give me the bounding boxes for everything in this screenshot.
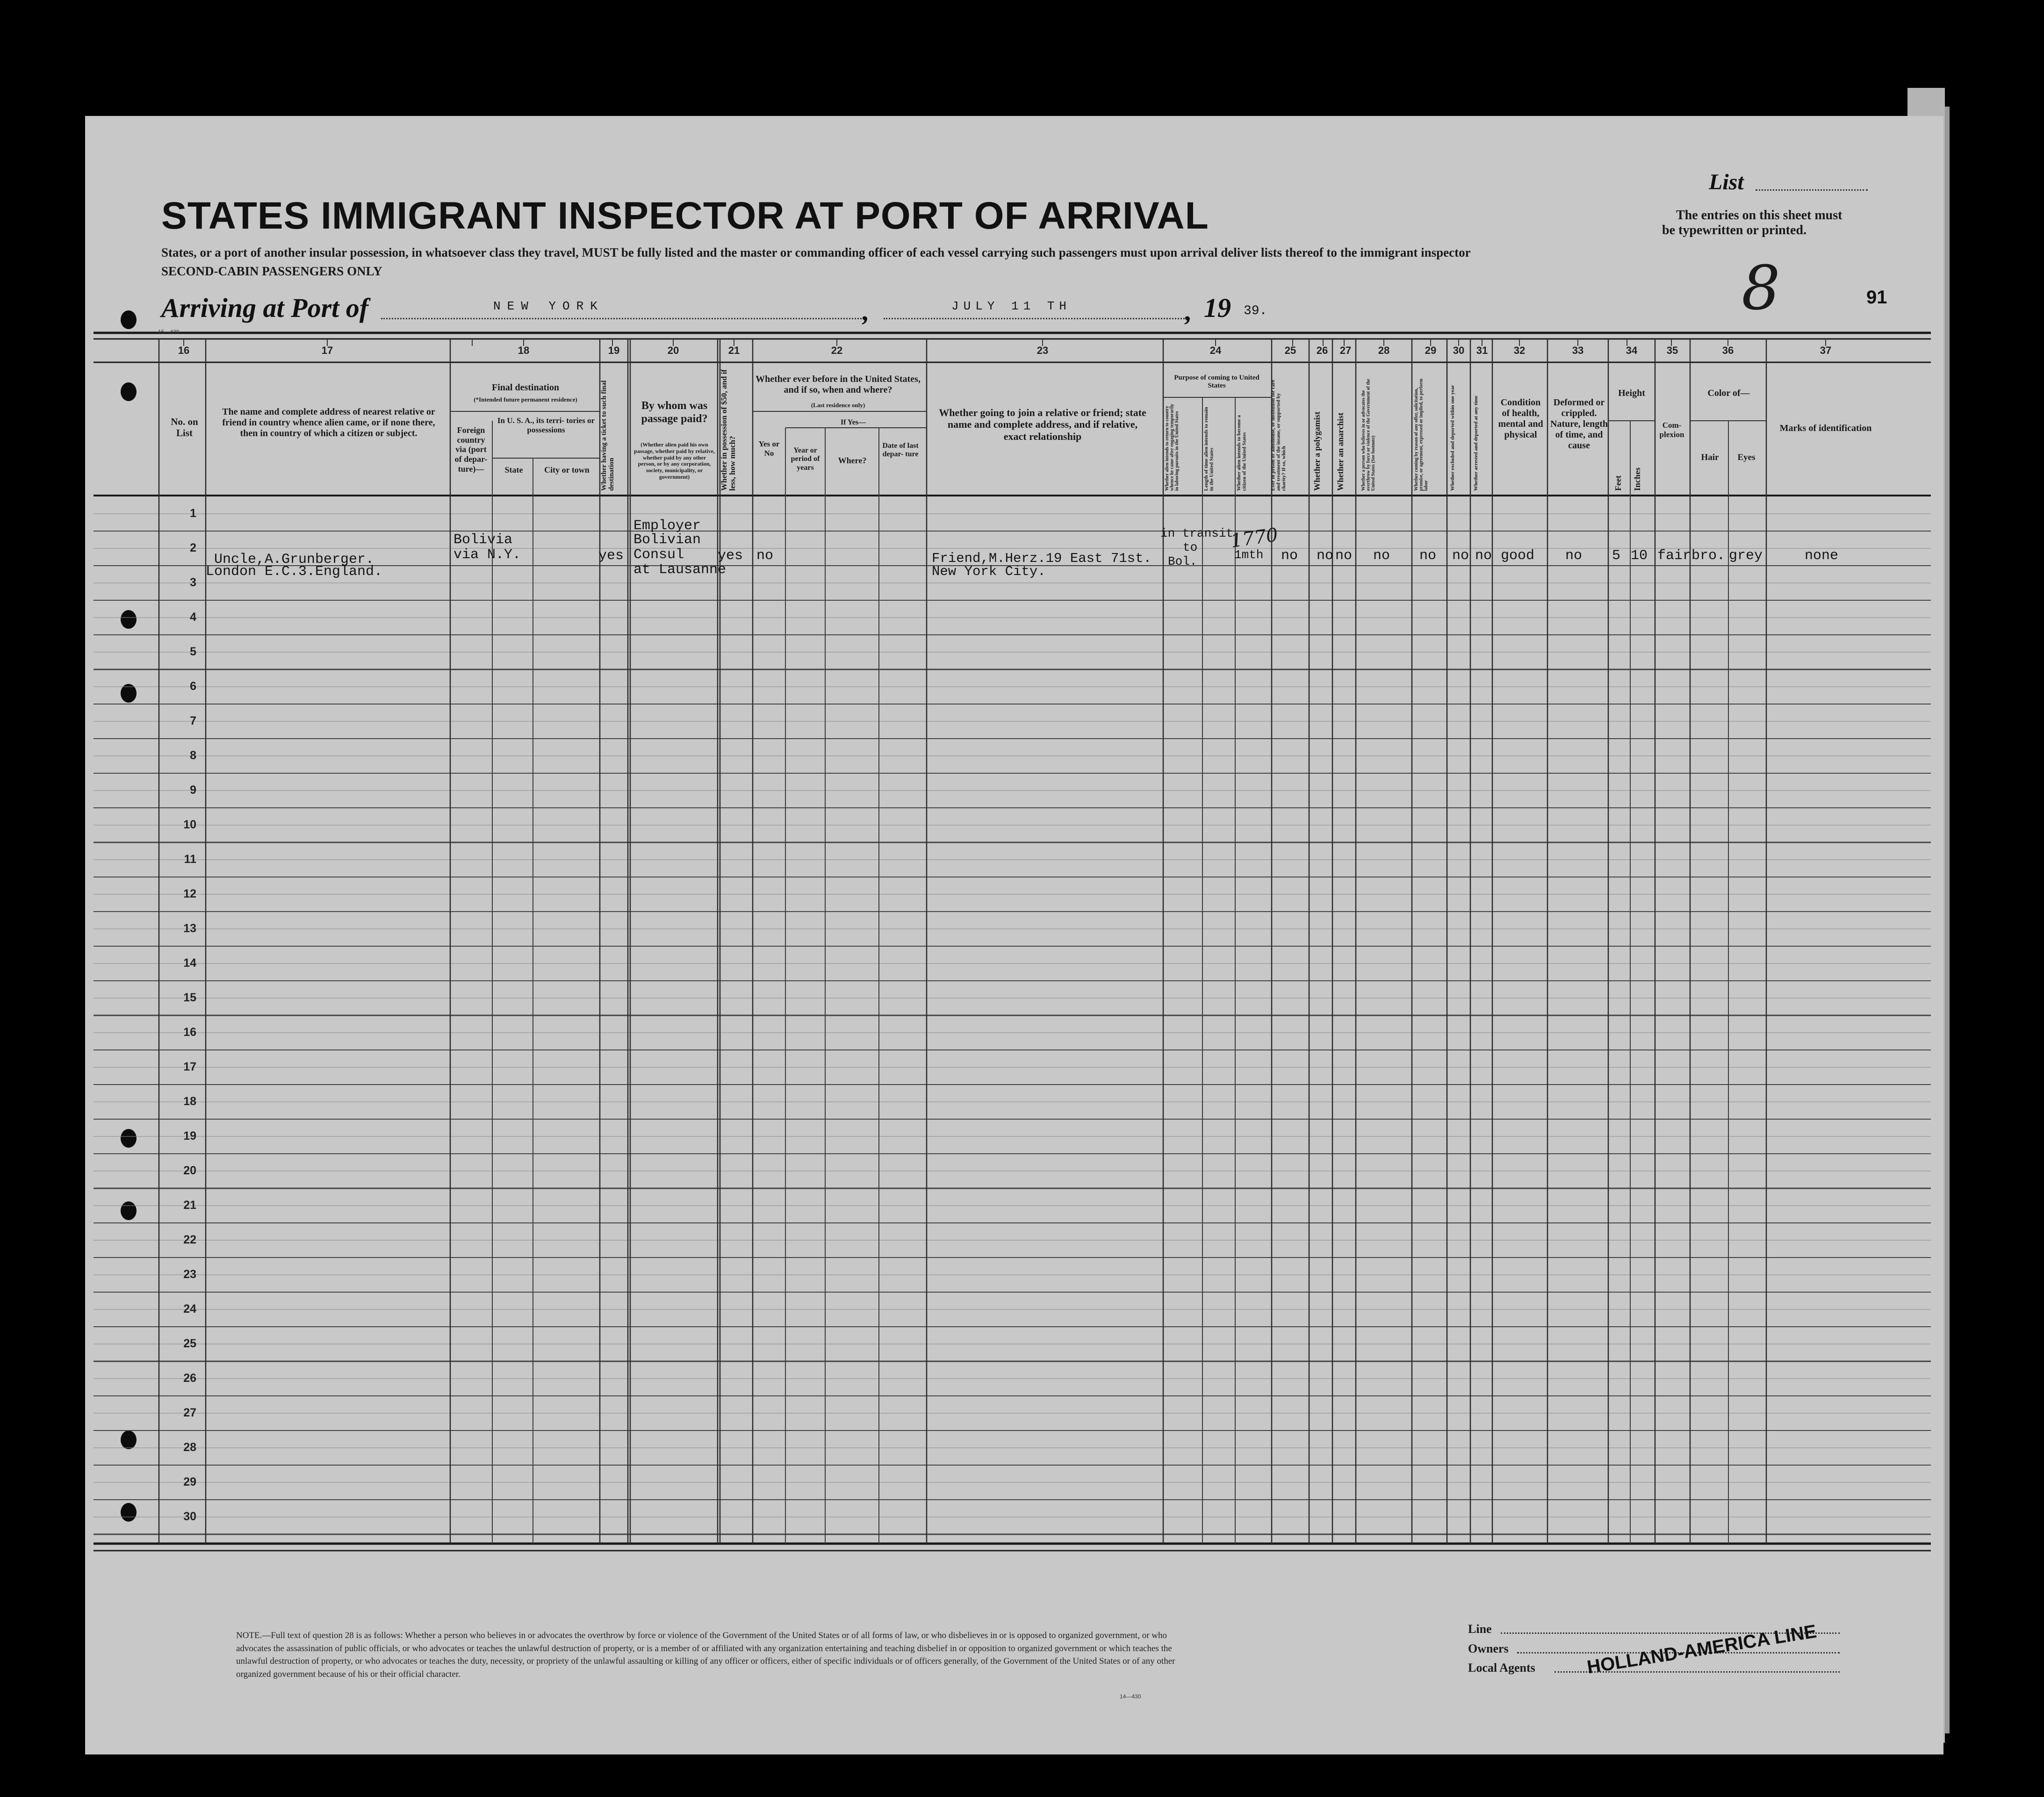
entry-overthrow: no	[1373, 548, 1390, 564]
page-number: 91	[1866, 287, 1887, 308]
col22-years: Year or period of years	[791, 446, 820, 472]
column-number: 18	[518, 345, 530, 356]
column-number: 28	[1378, 345, 1390, 356]
arrival-port-line	[381, 318, 867, 319]
row-number: 3	[190, 576, 196, 589]
entry-ticket: yes	[598, 548, 624, 564]
column-number: 19	[608, 345, 620, 356]
entry-foreign-country: Bolivia	[453, 532, 513, 548]
entry-deported: no	[1475, 548, 1492, 564]
entry-anarchist: no	[1335, 548, 1353, 564]
col36-eyes: Eyes	[1737, 453, 1756, 462]
arrival-year: 39.	[1244, 304, 1267, 318]
column-number: 27	[1339, 345, 1352, 356]
row-number: 1	[190, 507, 196, 520]
col34-feet: Feet	[1613, 475, 1623, 491]
entry-purpose: to	[1183, 540, 1198, 554]
form-subtitle: States, or a port of another insular possession, in whatsoever class they travel, MUST be fully listed and the master or commanding officer of each vessel carrying such passengers must upon arrival deliver lists thereof to the immigrant inspector	[161, 245, 1471, 259]
entry-paid-by: Bolivian	[633, 532, 701, 548]
col34-header: Height	[1618, 388, 1645, 398]
entry-eyes: grey	[1729, 548, 1763, 564]
row-number: 7	[190, 714, 196, 727]
column-number: 21	[728, 345, 740, 356]
form-code-bottom: 14—430	[1120, 1693, 1141, 1700]
row-number: 2	[190, 541, 196, 554]
line-label: Line	[1468, 1622, 1492, 1636]
entry-complexion: fair	[1657, 548, 1691, 564]
col34-inches: Inches	[1633, 467, 1642, 491]
col24-length: Length of time alien intends to remain in the United States	[1203, 407, 1215, 491]
agents-label: Local Agents	[1468, 1661, 1535, 1675]
entry-foreign-via: via N.Y.	[453, 547, 521, 563]
column-number: 26	[1316, 345, 1328, 356]
list-label-line	[1756, 189, 1868, 191]
col16-header: No. on List	[171, 416, 198, 439]
col36-header: Color of—	[1707, 388, 1750, 398]
row-number: 16	[183, 1026, 196, 1039]
row-number: 27	[183, 1406, 196, 1419]
col36-hair: Hair	[1701, 453, 1719, 462]
col22-date: Date of last depar- ture	[882, 442, 919, 459]
typewritten-note: The entries on this sheet must	[1676, 208, 1842, 223]
list-number-handwritten: 8	[1742, 252, 1780, 323]
column-number: 32	[1513, 345, 1526, 356]
column-number: 31	[1476, 345, 1488, 356]
row-number: 11	[184, 853, 196, 866]
col29-header: Whether coming by reason of any offer, solicitation, promise, or agreement, expressed or implied, to perform labor	[1414, 378, 1429, 491]
col24-return: Whether alien intends to return to country whence he came after engaging temporarily in laboring pursuits in the United States	[1165, 403, 1180, 491]
col18-usa: In U. S. A., its terri- tories or possessions	[497, 416, 595, 434]
entry-health: good	[1501, 548, 1535, 564]
row-number: 26	[183, 1372, 196, 1385]
column-number: 25	[1284, 345, 1296, 356]
row-number: 5	[190, 645, 196, 658]
footnote-q28: NOTE.—Full text of question 28 is as follows: Whether a person who believes in or advocates the overthrow by force or violence of the Government of the United States or of all forms of law, or who disbelieves in or is opposed to organized government, or who advocates the assassination of public officials, or who advocates or teaches the unlawful destruction of property, or is a member of or affiliated with any organization entertaining and teaching disbelief in or opposition to organized government or which teaches the unlawful destruction of property, or who advocates or teaches the duty, necessity, or propriety of the unlawful assaulting or killing of any officer or officers, either of specific individuals or of officers generally, of the Government of the United States or of any other organized government because of his or their official character.	[236, 1631, 1175, 1679]
column-number: 22	[831, 345, 843, 356]
row-number: 25	[183, 1337, 196, 1350]
entry-relative-address: London E.C.3.England.	[206, 564, 383, 580]
col31-header: Whether arrested and deported at any time	[1473, 395, 1479, 491]
col20-header: By whom was passage paid?	[641, 400, 708, 425]
row-number: 21	[183, 1199, 196, 1212]
row-number: 19	[183, 1129, 196, 1143]
column-number: 23	[1036, 345, 1049, 356]
entry-feet: 5	[1612, 548, 1621, 564]
row-number: 22	[183, 1233, 196, 1246]
form-title: STATES IMMIGRANT INSPECTOR AT PORT OF ARRIVAL	[161, 194, 1209, 237]
col28-header: Whether a person who believes in or advocates the overthrow by force or violence of the Government of the United States (See footnote)	[1361, 379, 1376, 491]
comma: ,	[863, 296, 870, 326]
typewritten-note-2: be typewritten or printed.	[1662, 223, 1806, 237]
col26-header: Whether a polygamist	[1312, 411, 1322, 491]
row-number: 4	[190, 611, 196, 624]
row-number: 23	[183, 1268, 196, 1281]
col19-header: Whether having a ticket to such final destination	[600, 380, 615, 491]
col24-citizen: Whether alien intends to become a citizen of the United States	[1236, 415, 1247, 491]
entry-joining: Friend,M.Herz.19 East 71st.	[932, 551, 1152, 566]
entry-joining-city: New York City.	[932, 564, 1046, 579]
column-number: 30	[1453, 345, 1465, 356]
form-code-top: 15—439	[158, 329, 180, 335]
column-number: 24	[1209, 345, 1222, 356]
col37-header: Marks of identification	[1779, 423, 1872, 433]
col18-header: Final destination	[492, 382, 559, 393]
list-label: List	[1709, 170, 1744, 194]
col35-header: Com- plexion	[1659, 421, 1684, 439]
column-number: 36	[1722, 345, 1734, 356]
row-number: 30	[183, 1510, 196, 1523]
row-number: 28	[183, 1441, 196, 1454]
row-number: 12	[183, 887, 196, 900]
entry-paid-by: at Lausanne	[633, 562, 727, 578]
row-number: 6	[190, 680, 196, 693]
entry-polygamist: no	[1317, 548, 1334, 564]
entry-marks: none	[1805, 548, 1839, 564]
col25-header: Ever in prison or almshouse, or institution for care and treatment of the insane, or supported by charity? If so, which	[1270, 380, 1287, 491]
row-number: 15	[183, 991, 196, 1004]
entry-purpose: Bol.	[1168, 554, 1197, 568]
arrival-port: NEW YORK	[493, 299, 604, 313]
col22-sub: (Last residence only)	[811, 402, 865, 409]
col23-header: Whether going to join a relative or friend; state name and complete address, and if relative, exact relationship	[939, 407, 1146, 442]
agents-stamp: HOLLAND-AMERICA LINE	[1585, 1621, 1818, 1678]
col22-ifyes: If Yes—	[840, 418, 866, 426]
entry-inches: 10	[1631, 548, 1648, 564]
row-number: 29	[183, 1475, 196, 1488]
comma: ,	[1185, 296, 1192, 326]
col22-header: Whether ever before in the United States, and if so, when and where?	[756, 374, 921, 395]
col30-header: Whether excluded and deported within one year	[1450, 385, 1455, 491]
row-number: 20	[183, 1164, 196, 1177]
row-number: 9	[190, 783, 196, 797]
row-number: 14	[183, 956, 196, 970]
arrival-date: JULY 11 TH	[951, 299, 1072, 313]
col32-header: Condition of health, mental and physical	[1498, 397, 1543, 440]
entry-ever-before: no	[756, 548, 774, 564]
column-number: 29	[1425, 345, 1437, 356]
col21-header: Whether in possession of $50, and if less, how much?	[720, 369, 737, 491]
col22-where: Where?	[838, 456, 867, 465]
col22-yesno: Yes or No	[758, 439, 780, 458]
column-number: 20	[667, 345, 679, 356]
entry-paid-by: Consul	[633, 547, 684, 563]
arrival-label: Arriving at Port of	[161, 293, 369, 323]
col18-state: State	[504, 465, 523, 474]
owners-label: Owners	[1468, 1642, 1509, 1655]
entry-purpose: in transit	[1160, 526, 1234, 540]
col18-foreign: Foreign country via (port of depar- ture)—	[454, 425, 488, 474]
col18-subheader: (*Intended future permanent residence)	[474, 396, 577, 403]
row-number: 17	[183, 1060, 196, 1073]
column-number: 17	[321, 345, 333, 356]
column-number: 37	[1820, 345, 1832, 356]
entry-excluded: no	[1452, 548, 1469, 564]
col24-header: Purpose of coming to United States	[1174, 374, 1260, 390]
col27-header: Whether an anarchist	[1336, 412, 1345, 491]
col33-header: Deformed or crippled. Nature, length of time, and cause	[1550, 397, 1608, 451]
col18-city: City or town	[544, 465, 590, 474]
col20-note: (Whether alien paid his own passage, whether paid by relative, whether paid by any other person, or by any corporation, society, municipality, or government)	[634, 441, 715, 480]
entry-has-50: yes	[718, 548, 743, 564]
entry-length-stay: 1mth	[1234, 548, 1264, 562]
form-subtitle-cabin: SECOND-CABIN PASSENGERS ONLY	[161, 264, 382, 278]
col17-header: The name and complete address of nearest relative or friend in country whence alien came, or if none there, then in country of which a citizen or subject.	[222, 407, 435, 438]
entry-relative: Uncle,A.Grunberger.	[214, 552, 374, 568]
column-number: 35	[1666, 345, 1678, 356]
entry-hair: bro.	[1691, 548, 1726, 564]
entry-prison: no	[1281, 548, 1298, 564]
column-number: 34	[1626, 345, 1638, 356]
row-number: 24	[183, 1302, 196, 1315]
row-number: 13	[183, 922, 196, 935]
entry-deformed: no	[1565, 548, 1583, 564]
entry-paid-by: Employer	[633, 518, 701, 534]
entry-labor: no	[1419, 548, 1437, 564]
column-number: 33	[1572, 345, 1584, 356]
arrival-date-line	[884, 318, 1190, 319]
column-number: 16	[178, 345, 190, 356]
row-number: 10	[183, 818, 196, 831]
row-number: 8	[190, 749, 196, 762]
entry-handwritten-code: 1770	[1229, 524, 1280, 552]
arrival-year-prefix: 19	[1204, 293, 1231, 323]
row-number: 18	[183, 1095, 196, 1108]
